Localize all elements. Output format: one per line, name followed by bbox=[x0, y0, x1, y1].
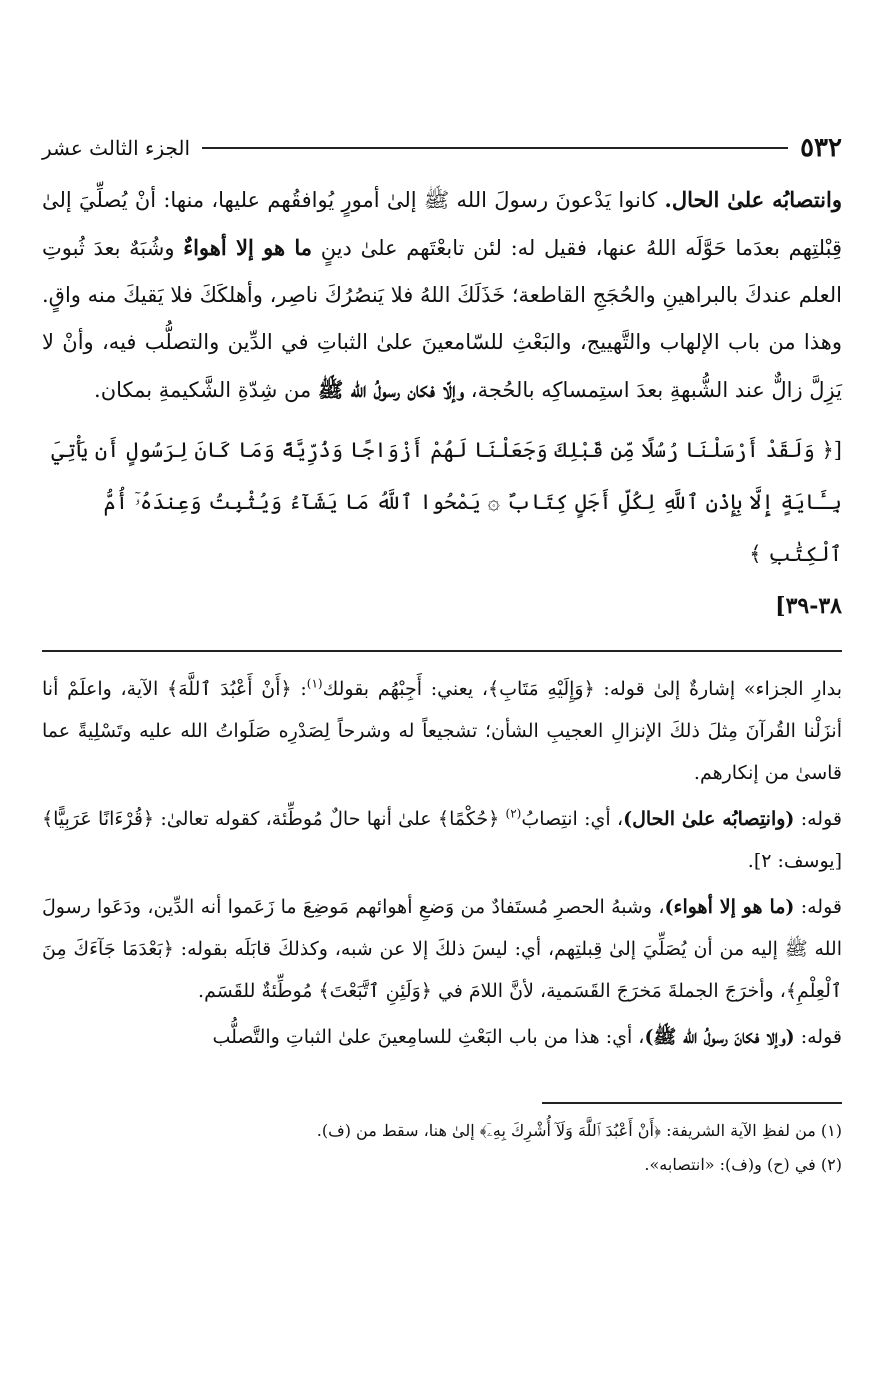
commentary-paragraph bbox=[42, 668, 842, 794]
text-run: ، أي: انتِصابُ bbox=[521, 808, 624, 830]
page-number: ٥٣٢ bbox=[800, 133, 842, 163]
commentary bbox=[42, 668, 842, 1058]
verse-reference: ٣٨-٣٩] bbox=[775, 593, 842, 619]
text-run: : ﴿أَنْ أَعْبُدَ ٱللَّهَ﴾ الآية، واعلَمْ أنا أنزَلْنا القُرآنَ مِثلَ ذلكَ الإنزالِ العجيبِ الشأن؛ تشجيعاً له وشرحاً لِصَدْرِه صَلَواتُ الله عليه وتَسْلِيةً عما قاسىٰ من إنكارهم. bbox=[42, 678, 842, 784]
commentary-paragraph bbox=[42, 798, 842, 882]
footnote-marker: (٢) bbox=[505, 806, 522, 821]
page-header bbox=[42, 128, 842, 168]
bold-phrase: ما هو إلا أهواءٌ bbox=[183, 235, 313, 260]
lead-phrase: وانتصابُه علىٰ الحال. bbox=[664, 187, 843, 212]
part-title: الجزء الثالث عشر bbox=[42, 136, 191, 160]
commentary-paragraph bbox=[42, 886, 842, 1012]
quoted-phrase: (وانتِصابُه علىٰ الحال) bbox=[623, 808, 795, 830]
text-run: ﴿حُكْمًا﴾ علىٰ أنها حالٌ مُوطِّئة، كقوله تعالىٰ: ﴿قُرْءَانًا عَرَبِيًّا﴾ [يوسف: ٢]. bbox=[42, 808, 842, 872]
text-run: وشُبَهٌ بعدَ ثُبوتِ العلم عندكَ بالبراهينِ والحُجَجِ القاطعة؛ خَذَلَكَ اللهُ فلا يَنصُرُكَ ناصِر، وأهلكَكَ فلا يَقيكَ منه واقٍ. وهذا من باب الإلهاب والتَّهييج، والبَعْثِ للسّامعينَ علىٰ الثباتِ في الدِّين والتصلُّب فيه، وأنْ لا يَزِلَّ زالٌّ عند الشُّبهةِ بعدَ استِمساكِه بالحُجة، bbox=[42, 236, 842, 402]
quran-verse: [﴿ وَلَقَدْ أَرْسَلْنَا رُسُلًا مِّن قَبْلِكَ وَجَعَلْنَا لَهُمْ أَزْوَاجًا وَذُرِّيَّةً وَمَا كَانَ لِرَسُولٍ أَن يَأْتِيَ بِـَٔايَةٍ إِلَّا بِإِذْنِ ٱللَّهِ لِكُلِّ أَجَلٍ كِتَابٌ ۞ يَمْحُوا ٱللَّهُ مَا يَشَآءُ وَيُثْبِتُ وَعِندَهُۥٓ أُمُّ ٱلْكِتَٰبِ ﴾ bbox=[51, 438, 842, 566]
text-run: من شِدّةِ الشَّكيمةِ بمكان. bbox=[94, 378, 318, 402]
footnotes bbox=[42, 1114, 842, 1182]
footnote: (١) من لفظِ الآية الشريفة: ﴿أَنْ أَعْبُدَ ٱللَّهَ وَلَآ أُشْرِكَ بِهِۦٓ﴾ إلىٰ هنا، سقط من (ف). bbox=[316, 1121, 842, 1140]
text-run: قوله: bbox=[794, 896, 842, 918]
footnote: (٢) في (ح) و(ف): «انتصابه». bbox=[644, 1155, 842, 1174]
quoted-phrase: (وإلا فكانَ رسولُ الله ﷺ) bbox=[644, 1026, 795, 1048]
main-text bbox=[42, 176, 842, 414]
quoted-phrase: (ما هو إلا أهواء) bbox=[664, 896, 795, 918]
quran-verse-block bbox=[42, 424, 842, 632]
footnote-marker: (١) bbox=[306, 676, 323, 691]
text-run: بدارِ الجزاء» إشارةٌ إلىٰ قوله: ﴿وَإِلَيْهِ مَتَابِ﴾، يعني: أَجِبْهُم بقولك bbox=[322, 678, 842, 700]
text-run: ، وشبهُ الحصرِ مُستَفادٌ من وَضعِ أهوائهم مَوضِعَ ما زَعَموا أنه الدِّين، ودَعَوا رسولَ الله ﷺ إليه من أن يُصَلِّيَ إلىٰ قِبلتِهم، أي: ليسَ ذلكَ إلا عن شبه، وكذلكَ قابَلَه بقوله: ﴿بَعْدَمَا جَآءَكَ مِنَ ٱلْعِلْمِ﴾، وأخرَجَ الجملةَ مَخرَجَ القَسَمية، لأنَّ اللامَ في ﴿وَلَئِنِ ٱتَّبَعْتَ﴾ مُوطِّئةٌ للقَسَم. bbox=[42, 896, 842, 1002]
text-run: ، أي: هذا من باب البَعْثِ للسامِعينَ علىٰ الثباتِ والتَّصلُّب bbox=[212, 1026, 645, 1048]
footnote-rule bbox=[542, 1102, 842, 1104]
main-paragraph bbox=[42, 176, 842, 414]
commentary-divider bbox=[42, 650, 842, 652]
bold-phrase: وإلّا فكان رسولُ الله ﷺ bbox=[317, 377, 465, 402]
book-page bbox=[42, 128, 842, 1182]
header-rule bbox=[202, 147, 788, 149]
text-run: كانوا يَدْعونَ رسولَ الله ﷺ إلىٰ أمورٍ يُوافقُهم عليها، منها: أنْ يُصلِّيَ إلىٰ قِبْلتِهم بعدَما حَوَّلَه اللهُ عنها، فقيل له: لئن تابعْتَهم علىٰ دينٍ bbox=[42, 188, 842, 260]
text-run: قوله: bbox=[794, 808, 842, 830]
commentary-paragraph bbox=[42, 1016, 842, 1058]
text-run: قوله: bbox=[794, 1026, 842, 1048]
